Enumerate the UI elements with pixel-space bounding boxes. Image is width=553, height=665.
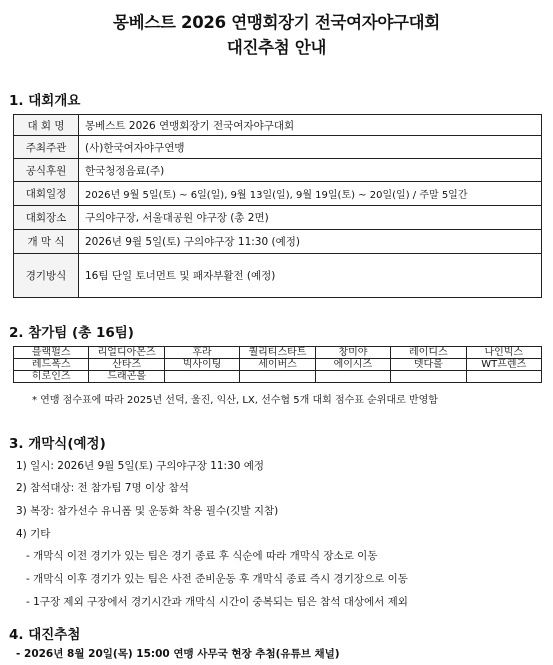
overview-table — [13, 114, 542, 298]
overview-row — [14, 115, 542, 136]
overview-value: 2026년 9월 5일(토) 구의야구장 11:30 (예정) — [79, 230, 542, 254]
team-cell — [240, 371, 315, 383]
section2-heading: 2. 참가팀 (총 16팀) — [9, 325, 134, 341]
overview-value: 16팀 단일 토너먼트 및 패자부활전 (예정) — [79, 254, 542, 298]
overview-label: 대 회 명 — [14, 115, 79, 136]
overview-value: 구의야구장, 서울대공원 야구장 (총 2면) — [79, 206, 542, 230]
team-cell: WT프렌즈 — [466, 359, 541, 371]
teams-note: * 연맹 점수표에 따라 2025년 선덕, 울진, 익산, LX, 선수협 5개 대회 점수표 순위대로 반영함 — [32, 395, 438, 406]
overview-label: 대회장소 — [14, 206, 79, 230]
opening-subitem: - 개막식 이전 경기가 있는 팀은 경기 종료 후 식순에 따라 개막식 장소로 이동 — [26, 550, 378, 562]
team-cell: 레드폭스 — [14, 359, 89, 371]
overview-value: 몽베스트 2026 연맹회장기 전국여자야구대회 — [79, 115, 542, 136]
teams-row — [14, 359, 542, 371]
overview-row — [14, 182, 542, 206]
overview-label: 주최주관 — [14, 136, 79, 159]
overview-value: (사)한국여자야구연맹 — [79, 136, 542, 159]
team-cell: 블랙펄스 — [14, 347, 89, 359]
opening-item: 4) 기타 — [16, 528, 51, 540]
overview-row — [14, 230, 542, 254]
team-cell: 퀄리티스타트 — [240, 347, 315, 359]
section1-heading: 1. 대회개요 — [9, 93, 81, 109]
team-cell: 뎃다볼 — [391, 359, 466, 371]
team-cell: 나인빅스 — [466, 347, 541, 359]
overview-row — [14, 254, 542, 298]
opening-item: 1) 일시: 2026년 9월 5일(토) 구의야구장 11:30 예정 — [16, 460, 265, 472]
overview-value: 한국청정음료(주) — [79, 159, 542, 182]
team-cell — [315, 371, 390, 383]
document-title-line2: 대진추첨 안내 — [226, 38, 327, 57]
section3-heading: 3. 개막식(예정) — [9, 436, 106, 452]
section4-heading: 4. 대진추첨 — [9, 627, 81, 643]
draw-item: - 2026년 8월 20일(목) 15:00 연맹 사무국 현장 추첨(유튜브 채널) — [16, 648, 340, 660]
team-cell: 드래곤볼 — [89, 371, 164, 383]
team-cell: 창미야 — [315, 347, 390, 359]
overview-label: 대회일정 — [14, 182, 79, 206]
team-cell: 산타즈 — [89, 359, 164, 371]
team-cell: 빅사이팅 — [164, 359, 239, 371]
team-cell — [391, 371, 466, 383]
team-cell: 세이버스 — [240, 359, 315, 371]
overview-row — [14, 206, 542, 230]
opening-subitem: - 1구장 제외 구장에서 경기시간과 개막식 시간이 중복되는 팀은 참석 대상에서 제외 — [26, 596, 408, 608]
document-title-line1: 몽베스트 2026 연맹회장기 전국여자야구대회 — [113, 13, 440, 32]
overview-value: 2026년 9월 5일(토) ~ 6일(일), 9월 13일(일), 9월 19일(토) ~ 20일(일) / 주말 5일간 — [79, 182, 542, 206]
overview-row — [14, 159, 542, 182]
overview-row — [14, 136, 542, 159]
team-cell — [164, 371, 239, 383]
team-cell: 후라 — [164, 347, 239, 359]
team-cell: 리얼디아몬즈 — [89, 347, 164, 359]
overview-label: 개 막 식 — [14, 230, 79, 254]
opening-item: 2) 참석대상: 전 참가팀 7명 이상 참석 — [16, 482, 189, 494]
team-cell: 히로인즈 — [14, 371, 89, 383]
opening-subitem: - 개막식 이후 경기가 있는 팀은 사전 준비운동 후 개막식 종료 즉시 경기장으로 이동 — [26, 573, 408, 585]
teams-row — [14, 371, 542, 383]
team-cell — [466, 371, 541, 383]
opening-item: 3) 복장: 참가선수 유니폼 및 운동화 착용 필수(깃발 지참) — [16, 505, 279, 517]
team-cell: 에이시즈 — [315, 359, 390, 371]
teams-row — [14, 347, 542, 359]
team-cell: 레이디스 — [391, 347, 466, 359]
overview-label: 공식후원 — [14, 159, 79, 182]
teams-table — [13, 346, 542, 383]
overview-label: 경기방식 — [14, 254, 79, 298]
